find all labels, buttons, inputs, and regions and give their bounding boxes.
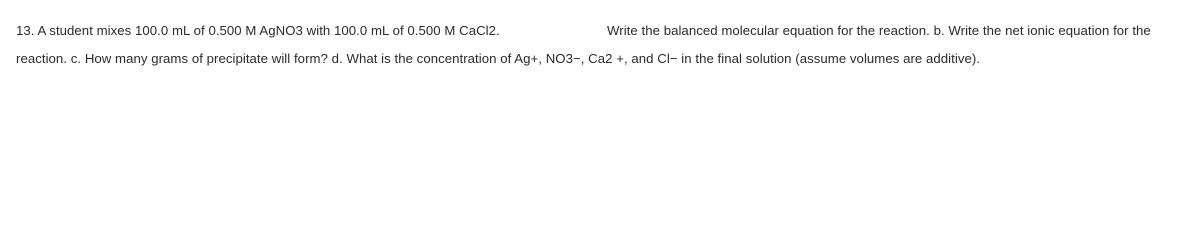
problem-statement-line-2: reaction. c. How many grams of precipitate will form? d. What is the concentration of Ag+, NO3−, Ca2 +, and Cl− in the final solution (assume volumes are additive). (16, 51, 981, 66)
problem-document (0, 0, 1200, 87)
problem-part-a-text: Write the balanced molecular equation for the reaction. b. Write the net ionic equation for the (607, 23, 1151, 38)
problem-statement-line-1: 13. A student mixes 100.0 mL of 0.500 M AgNO3 with 100.0 mL of 0.500 M CaCl2. (16, 23, 500, 38)
